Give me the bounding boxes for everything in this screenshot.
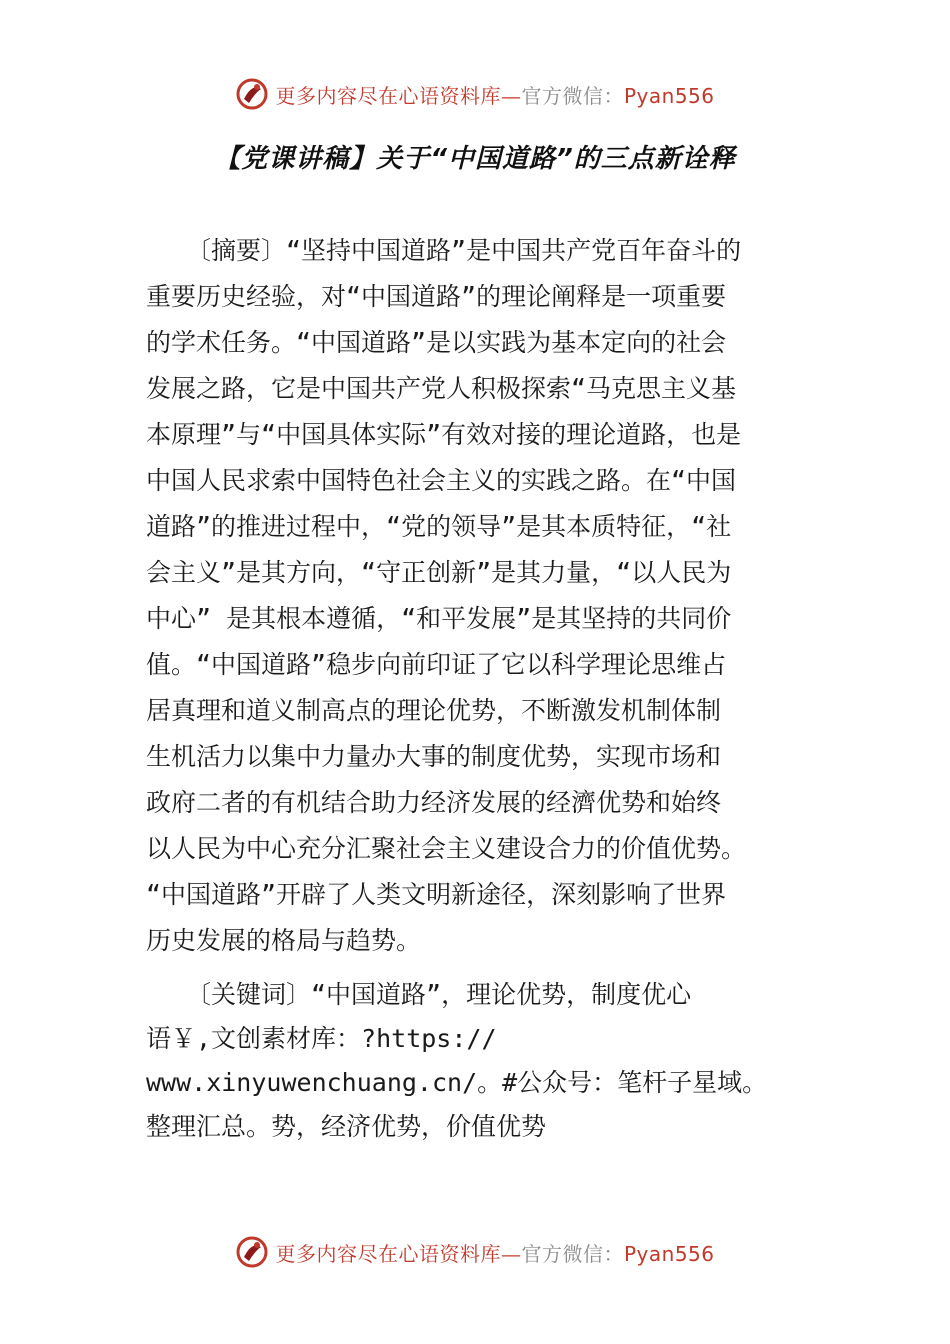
abstract-line: 值。“中国道路”稳步向前印证了它以科学理论思维占 [146, 650, 727, 679]
header-banner [0, 74, 950, 114]
keyword-line: 〔关键词〕“中国道路”，理论优势，制度优心 [186, 980, 692, 1009]
document-title: 【党课讲稿】关于“中国道路”的三点新诠释 [214, 144, 736, 174]
abstract-line: 重要历史经验，对“中国道路”的理论阐释是一项重要 [146, 282, 727, 311]
abstract-line: 本原理”与“中国具体实际”有效对接的理论道路，也是 [146, 420, 742, 449]
abstract-line: “中国道路”开辟了人类文明新途径，深刻影响了世界 [146, 880, 727, 909]
abstract-line: 的学术任务。“中国道路”是以实践为基本定向的社会 [146, 328, 727, 357]
abstract-line: 中心” 是其根本遵循，“和平发展”是其坚持的共同价 [146, 604, 732, 633]
keyword-line: 整理汇总。势，经济优势，价值优势 [146, 1112, 547, 1141]
banner-logo-icon [235, 1235, 269, 1269]
abstract-line: 居真理和道义制高点的理论优势，不断激发机制体制 [146, 696, 722, 725]
abstract-line: 生机活力以集中力量办大事的制度优势，实现市场和 [146, 742, 722, 771]
keyword-line: www.xinyuwenchuang.cn/。#公众号：笔杆子星域。 [146, 1068, 768, 1097]
banner-text: 更多内容尽在心语资料库—官方微信：Pyan556 [275, 1241, 715, 1266]
abstract-section [146, 228, 814, 964]
abstract-line: 道路”的推进过程中，“党的领导”是其本质特征，“社 [146, 512, 732, 541]
abstract-line: 以人民为中心充分汇聚社会主义建设合力的价值优势。 [146, 834, 747, 863]
abstract-line: 发展之路，它是中国共产党人积极探索“马克思主义基 [146, 374, 737, 403]
banner-text: 更多内容尽在心语资料库—官方微信：Pyan556 [275, 83, 715, 108]
footer-banner [0, 1232, 950, 1272]
abstract-line: 中国人民求索中国特色社会主义的实践之路。在“中国 [146, 466, 737, 495]
abstract-line: 政府二者的有机结合助力经济发展的经濟优势和始终 [146, 788, 722, 817]
keywords-section [146, 973, 814, 1149]
abstract-line: 〔摘要〕“坚持中国道路”是中国共产党百年奋斗的 [186, 236, 742, 265]
abstract-line: 历史发展的格局与趋势。 [146, 926, 422, 955]
keyword-line: 语￥,文创素材库：?https:// [146, 1024, 497, 1053]
banner-logo-icon [235, 77, 269, 111]
abstract-line: 会主义”是其方向，“守正创新”是其力量，“以人民为 [146, 558, 732, 587]
